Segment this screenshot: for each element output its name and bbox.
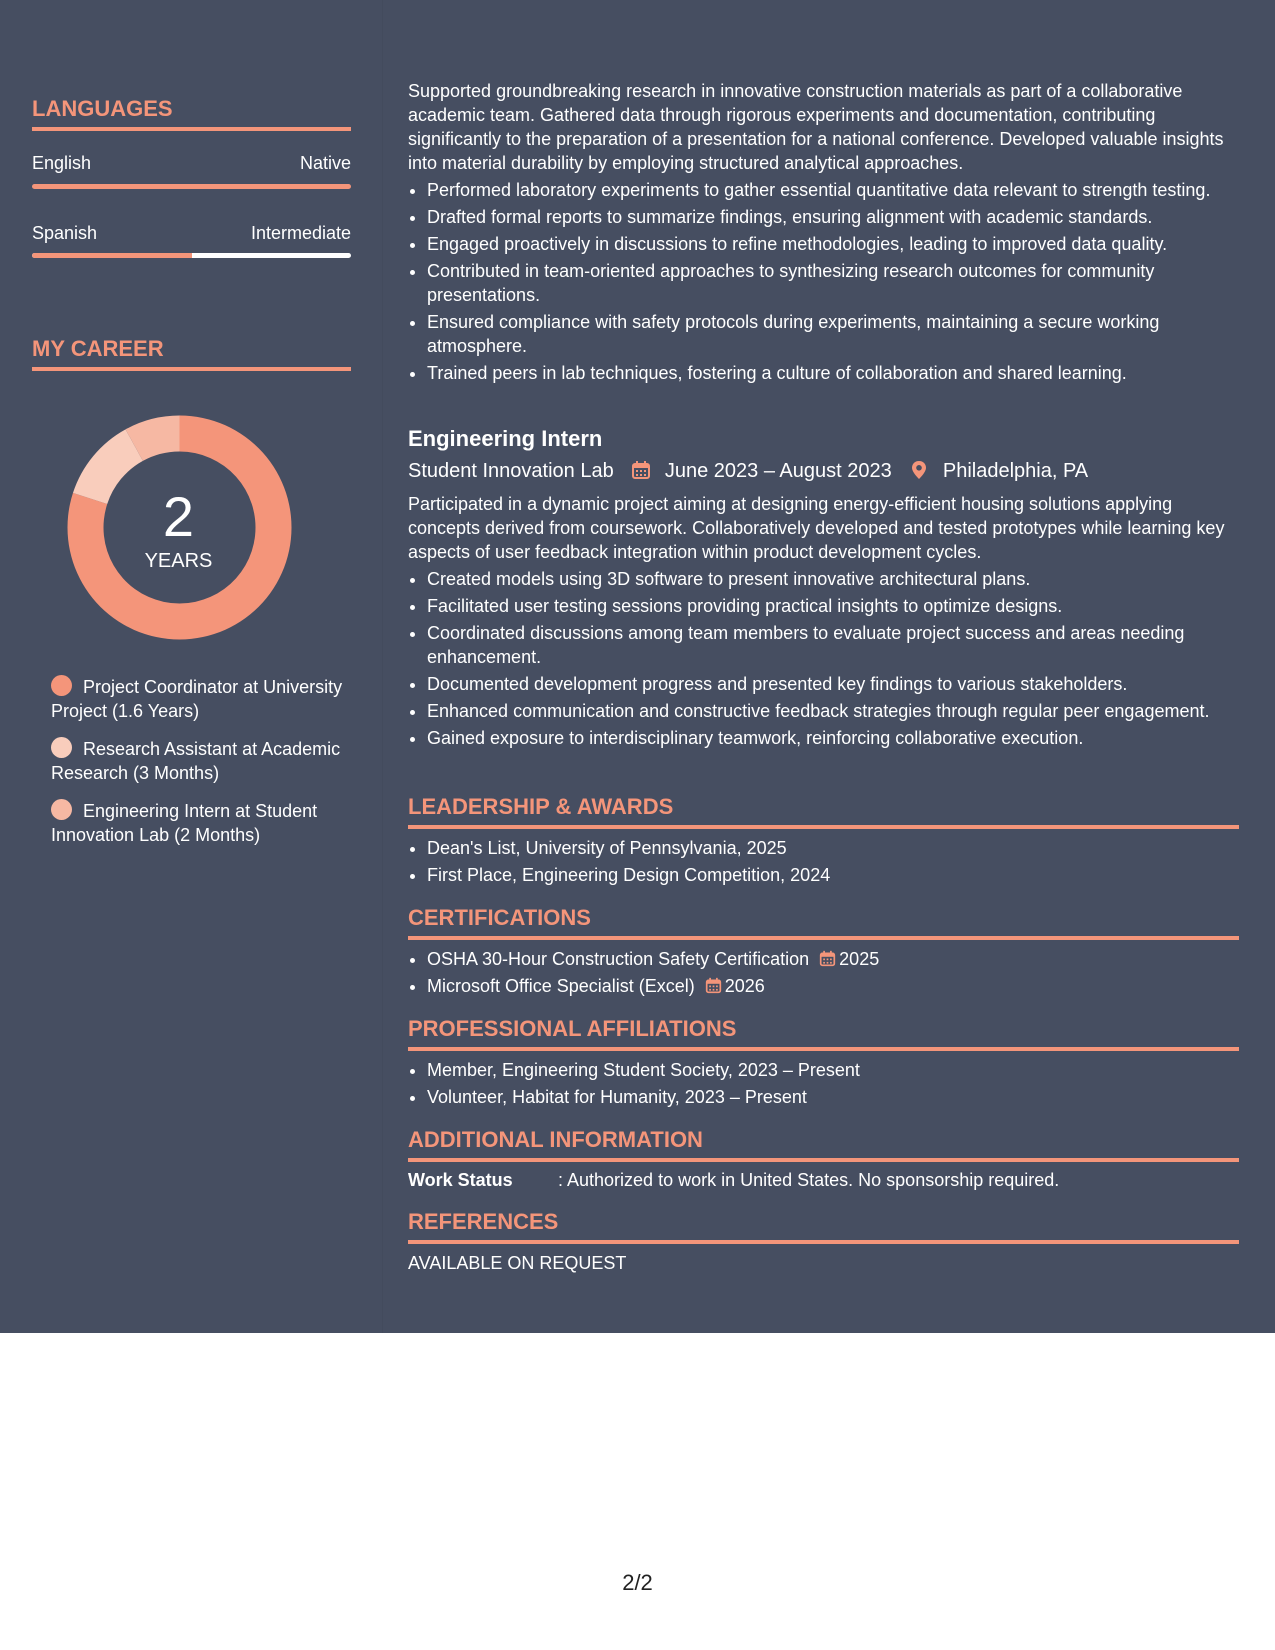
certifications-heading: CERTIFICATIONS (408, 905, 1239, 940)
list-item: • First Place, Engineering Design Competition, 2024 (427, 863, 1258, 887)
career-heading: MY CAREER (32, 336, 351, 371)
legend-label: Project Coordinator at University Project (1.6 Years) (51, 677, 343, 721)
certification-name: Microsoft Office Specialist (Excel) (427, 976, 695, 996)
list-item: • Enhanced communication and constructive feedback strategies through regular peer engagement. (427, 699, 1258, 723)
list-item: • Volunteer, Habitat for Humanity, 2023 – Present (427, 1085, 1258, 1109)
certification-name: OSHA 30-Hour Construction Safety Certification (427, 949, 810, 969)
job-summary: Participated in a dynamic project aiming at designing energy-efficient housing solutions applying concepts derived from coursework. Collaboratively developed and tested prototypes while learning key aspects of user feedback integration within product development cycles. (408, 494, 1225, 562)
job-dates: June 2023 – August 2023 (664, 460, 892, 482)
list-item (427, 947, 1258, 971)
language-bar-english (32, 184, 351, 189)
affiliations-list (408, 1058, 1258, 1112)
list-item: • Ensured compliance with safety protocols during experiments, maintaining a secure working atmosphere. (427, 310, 1258, 358)
list-item: • Documented development progress and presented key findings to various stakeholders. (427, 672, 1258, 696)
language-bar-fill (32, 253, 192, 258)
affiliations-heading: PROFESSIONAL AFFILIATIONS (408, 1016, 1239, 1051)
list-item: • Gained exposure to interdisciplinary teamwork, reinforcing collaborative execution. (427, 726, 1258, 750)
career-legend-item (51, 799, 351, 847)
list-item: • Performed laboratory experiments to gather essential quantitative data relevant to strength testing. (427, 178, 1258, 202)
list-item: • Member, Engineering Student Society, 2023 – Present (427, 1058, 1258, 1082)
job-meta (408, 457, 1088, 485)
work-status-value: : Authorized to work in United States. No sponsorship required. (558, 1170, 1060, 1190)
career-total-number: 2 (162, 485, 195, 548)
column-divider (382, 0, 383, 1333)
list-item: • Trained peers in lab techniques, fostering a culture of collaboration and shared learning. (427, 361, 1258, 385)
legend-label: Engineering Intern at Student Innovation Lab (2 Months) (51, 801, 318, 845)
experience-bullets (408, 178, 1258, 388)
job-title: Engineering Intern (408, 426, 603, 451)
job-location: Philadelphia, PA (942, 460, 1089, 482)
certification-year: 2026 (724, 976, 765, 996)
work-status-row (408, 1168, 1059, 1192)
languages-heading: LANGUAGES (32, 96, 351, 131)
list-item: • Coordinated discussions among team members to evaluate project success and areas needing enhancement. (427, 621, 1258, 669)
work-status-label: Work Status (408, 1170, 513, 1190)
page-number: 2/2 (622, 1570, 653, 1595)
references-text: AVAILABLE ON REQUEST (408, 1253, 627, 1273)
legend-label: Research Assistant at Academic Research (3 Months) (51, 739, 341, 783)
language-level: Native (299, 153, 351, 173)
language-name: English (32, 153, 92, 173)
list-item: • Engaged proactively in discussions to refine methodologies, leading to improved data quality. (427, 232, 1258, 256)
legend-dot-icon (51, 737, 72, 758)
experience-summary: Supported groundbreaking research in innovative construction materials as part of a collaborative academic team. Gathered data through rigorous experiments and documentation, contributing significantly to the preparation of a presentation for a national conference. Developed valuable insights into material durability by employing structured analytical approaches. (408, 81, 1224, 173)
leadership-heading: LEADERSHIP & AWARDS (408, 794, 1239, 829)
career-legend-item (51, 675, 351, 723)
references-heading: REFERENCES (408, 1209, 1239, 1244)
certification-year: 2025 (839, 949, 880, 969)
calendar-icon (819, 950, 836, 967)
list-item: • Drafted formal reports to summarize findings, ensuring alignment with academic standards. (427, 205, 1258, 229)
language-bar-fill (32, 184, 351, 189)
additional-info-heading: ADDITIONAL INFORMATION (408, 1127, 1239, 1162)
job-bullets (408, 567, 1258, 753)
legend-dot-icon (51, 675, 72, 696)
calendar-icon (631, 460, 651, 480)
legend-dot-icon (51, 799, 72, 820)
list-item (427, 974, 1258, 998)
list-item: • Facilitated user testing sessions providing practical insights to optimize designs. (427, 594, 1258, 618)
language-bar-spanish (32, 253, 351, 258)
career-legend-item (51, 737, 351, 785)
list-item: • Dean's List, University of Pennsylvania, 2025 (427, 836, 1258, 860)
language-name: Spanish (32, 223, 98, 243)
company-name: Student Innovation Lab (408, 460, 614, 482)
location-pin-icon (909, 460, 929, 480)
certifications-list (408, 947, 1258, 1001)
list-item: • Created models using 3D software to present innovative architectural plans. (427, 567, 1258, 591)
leadership-list (408, 836, 1258, 890)
list-item: • Contributed in team-oriented approaches to synthesizing research outcomes for community presentations. (427, 259, 1258, 307)
calendar-icon (705, 977, 722, 994)
language-level: Intermediate (250, 223, 351, 243)
career-total-unit: YEARS (144, 550, 213, 572)
